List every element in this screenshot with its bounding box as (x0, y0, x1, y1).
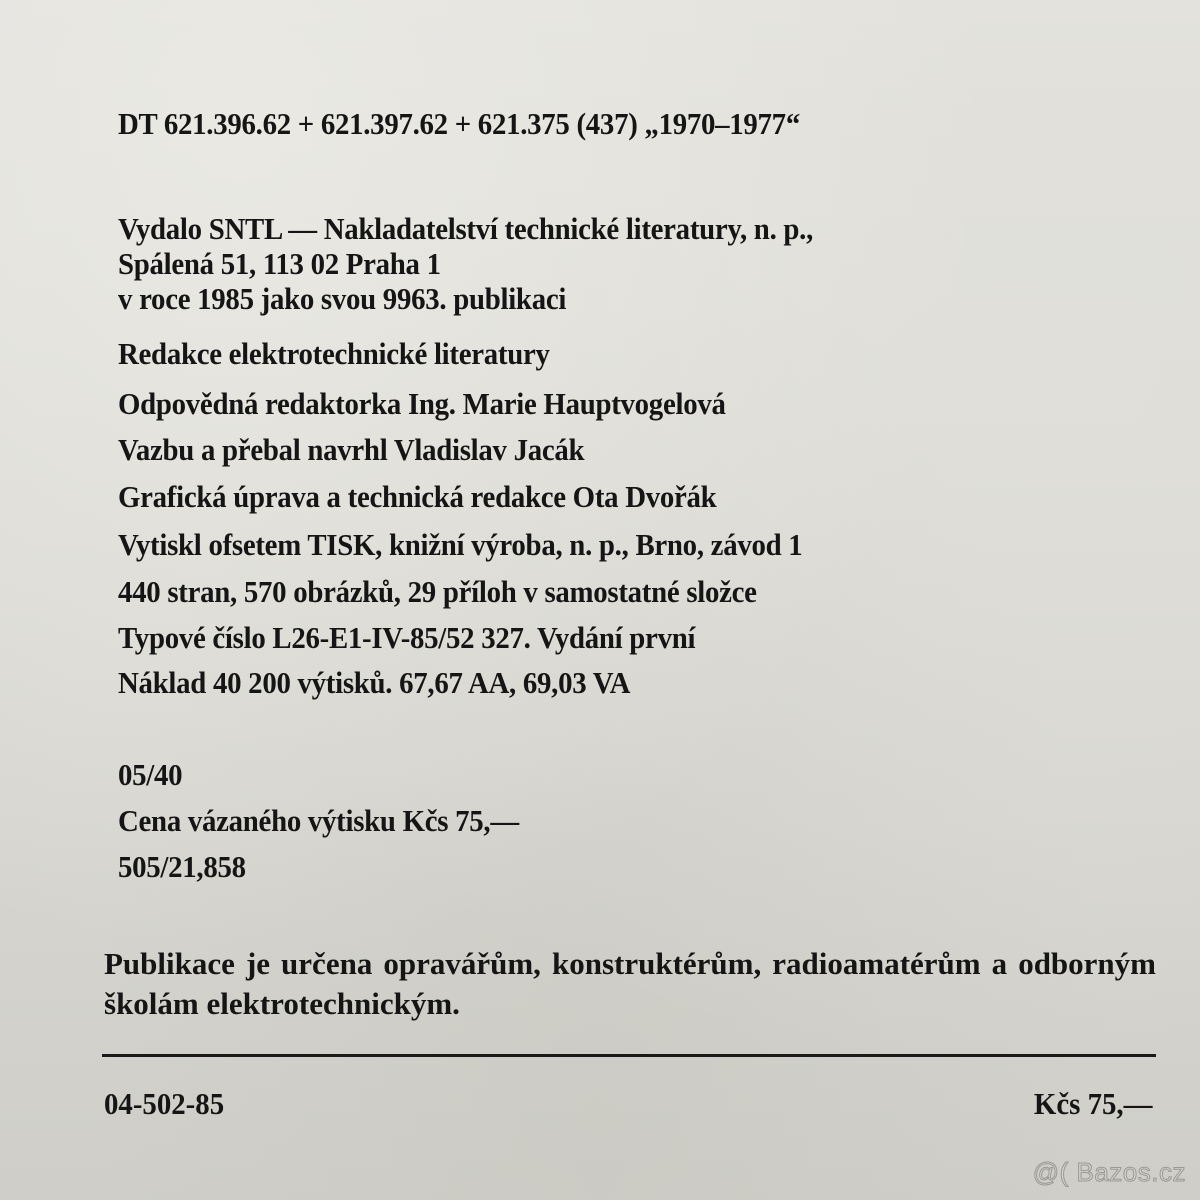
publication-year-line: v roce 1985 jako svou 9963. publikaci (118, 281, 567, 316)
editorial-department: Redakce elektrotechnické literatury (118, 336, 550, 371)
graphic-design-credit: Grafická úprava a technická redakce Ota Dvořák (118, 479, 717, 514)
page-count-line: 440 stran, 570 obrázků, 29 příloh v samostatné složce (118, 574, 757, 609)
footer-price: Kčs 75,— (1033, 1086, 1152, 1121)
type-number-line: Typové číslo L26-E1-IV-85/52 327. Vydání první (118, 620, 696, 655)
responsible-editor: Odpovědná redaktorka Ing. Marie Hauptvogelová (118, 386, 726, 421)
code-05-40: 05/40 (118, 757, 183, 792)
cover-designer: Vazbu a přebal navrhl Vladislav Jacák (118, 432, 585, 467)
catalog-number: 04-502-85 (104, 1086, 225, 1121)
code-505: 505/21,858 (118, 849, 246, 884)
publisher-line: Vydalo SNTL — Nakladatelství technické literatury, n. p., (118, 211, 814, 246)
intended-audience: Publikace je určena opravářům, konstruktérům, radioamatérům a odborným školám elektrotechnickým. (104, 946, 1156, 1021)
bound-copy-price: Cena vázaného výtisku Kčs 75,— (118, 803, 519, 838)
printer-line: Vytiskl ofsetem TISK, knižní výroba, n. p., Brno, závod 1 (118, 527, 803, 562)
horizontal-rule (102, 1054, 1156, 1057)
publisher-address: Spálená 51, 113 02 Praha 1 (118, 246, 441, 281)
bazos-watermark: @( Bazos.cz (1032, 1157, 1186, 1187)
print-run-line: Náklad 40 200 výtisků. 67,67 AA, 69,03 VA (118, 665, 631, 700)
udc-classification: DT 621.396.62 + 621.397.62 + 621.375 (437) „1970–1977“ (118, 106, 800, 141)
